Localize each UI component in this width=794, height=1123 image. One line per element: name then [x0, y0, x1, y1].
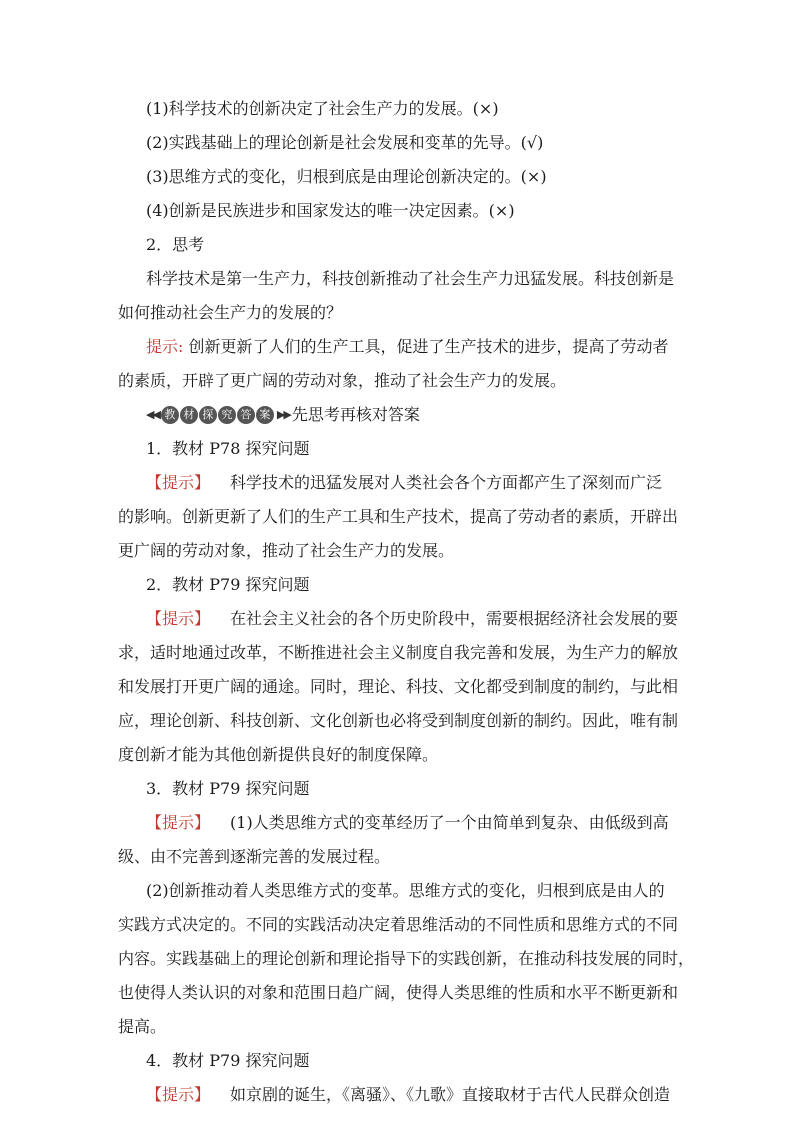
think-question-line-1: 科学技术是第一生产力，科技创新推动了社会生产力迅猛发展。科技创新是 [146, 269, 675, 288]
banner-char: 答 [237, 406, 255, 424]
item-2-line: 和发展打开更广阔的通途。同时，理论、科技、文化都受到制度的制约，与此相 [118, 677, 679, 696]
item-4-hint-line [118, 1078, 678, 1112]
banner-char: 材 [180, 406, 198, 424]
item-3-title: 3．教材 P79 探究问题 [146, 779, 310, 798]
item-2-first: 在社会主义社会的各个历史阶段中，需要根据经济社会发展的要 [230, 609, 679, 628]
think-hint-line-2: 的素质，开辟了更广阔的劳动对象，推动了社会生产力的发展。 [118, 371, 567, 390]
item-3-para2-line: 提高。 [118, 1017, 167, 1036]
item-3-first: (1)人类思维方式的变革经历了一个由简单到复杂、由低级到高 [230, 813, 669, 832]
judgement-1: (1)科学技术的创新决定了社会生产力的发展。(×) [146, 99, 499, 118]
item-1-title: 1．教材 P78 探究问题 [146, 439, 310, 458]
banner-right-arrows-icon: ▶▶ [276, 408, 290, 421]
item-1-line: 的影响。创新更新了人们的生产工具和生产技术，提高了劳动者的素质，开辟出 [118, 507, 679, 526]
item-3-hint-line [118, 806, 678, 840]
hint-tag: 【提示】 [146, 473, 211, 492]
hint-tag: 【提示】 [146, 813, 211, 832]
item-2-line: 应，理论创新、科技创新、文化创新也必将受到制度创新的制约。因此，唯有制 [118, 711, 679, 730]
banner-text: 先思考再核对答案 [291, 405, 420, 424]
judgement-2: (2)实践基础上的理论创新是社会发展和变革的先导。(√) [146, 133, 544, 152]
hint-tag: 【提示】 [146, 609, 211, 628]
item-3-para2-line: 也使得人类认识的对象和范围日趋广阔，使得人类思维的性质和水平不断更新和 [118, 983, 679, 1002]
item-3-para2-line: (2)创新推动着人类思维方式的变革。思维方式的变化，归根到底是由人的 [146, 881, 665, 900]
banner-left-arrows-icon: ◀◀ [146, 408, 159, 421]
hint-label: 提示: [146, 337, 184, 356]
hint-text: 创新更新了人们的生产工具，促进了生产技术的进步，提高了劳动者 [183, 337, 669, 356]
think-heading: 2．思考 [146, 235, 205, 254]
judgement-4: (4)创新是民族进步和国家发达的唯一决定因素。(×) [146, 201, 515, 220]
think-hint-line-1 [118, 330, 678, 364]
item-1-line: 更广阔的劳动对象，推动了社会生产力的发展。 [118, 541, 455, 560]
item-2-line: 求，适时地通过改革，不断推进社会主义制度自我完善和发展，为生产力的解放 [118, 643, 679, 662]
item-1-first: 科学技术的迅猛发展对人类社会各个方面都产生了深刻而广泛 [230, 473, 663, 492]
think-question-line-2: 如何推动社会生产力的发展的？ [118, 303, 343, 322]
judgement-3: (3)思维方式的变化，归根到底是由理论创新决定的。(×) [146, 167, 547, 186]
item-2-line: 度创新才能为其他创新提供良好的制度保障。 [118, 745, 439, 764]
item-4-title: 4．教材 P79 探究问题 [146, 1051, 310, 1070]
document-body [118, 92, 695, 1112]
item-2-hint-line [118, 602, 678, 636]
textbook-answer-banner [118, 398, 678, 432]
banner-char: 案 [256, 406, 274, 424]
item-4-first: 如京剧的诞生，《离骚》、《九歌》直接取材于古代人民群众创造 [230, 1085, 671, 1104]
item-1-hint-line [118, 466, 678, 500]
item-3-para2-line: 内容。实践基础上的理论创新和理论指导下的实践创新，在推动科技发展的同时， [118, 949, 695, 968]
banner-char: 教 [161, 406, 179, 424]
banner-badge [161, 406, 275, 424]
banner-char: 究 [218, 406, 236, 424]
item-2-title: 2．教材 P79 探究问题 [146, 575, 310, 594]
banner-char: 探 [199, 406, 217, 424]
hint-tag: 【提示】 [146, 1085, 211, 1104]
item-3-line: 级、由不完善到逐渐完善的发展过程。 [118, 847, 391, 866]
item-3-para2-line: 实践方式决定的。不同的实践活动决定着思维活动的不同性质和思维方式的不同 [118, 915, 679, 934]
